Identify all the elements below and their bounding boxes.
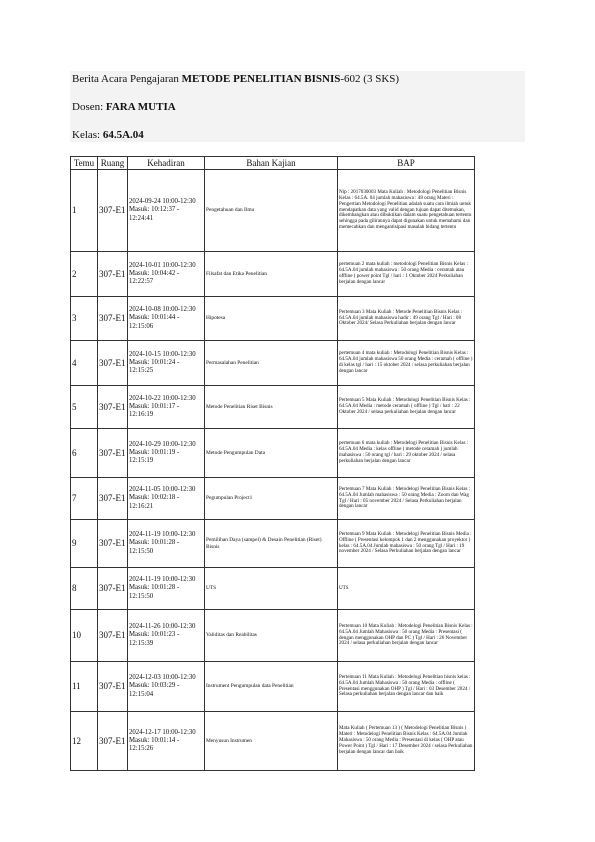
topic: Metode Pengumpulan Data xyxy=(205,429,338,478)
room: 307-E1 xyxy=(98,662,128,712)
table-row xyxy=(71,478,475,520)
attendance-cell xyxy=(128,429,205,478)
col-header-kehadiran: Kehadiran xyxy=(128,157,205,170)
topic: UTS xyxy=(205,568,338,610)
class-line xyxy=(72,128,144,142)
attendance-cell xyxy=(128,520,205,568)
check-in-time: Masuk: 10:12:37 - 12:24:41 xyxy=(129,206,180,222)
bap-note: Pertemuan 10 Mata Kuliah : Metodelogi Penelitian Bisnis Kelas : 64.5A.04 Jumlah Mahasiswa : 50 orang Media : Presentasi ( dengan menggunakan OHP dan PC ) Tgl / Hari : 26 November 2024 / selasa perkuliahan berjalan dengan lancar xyxy=(338,610,475,662)
col-header-temu: Temu xyxy=(71,157,98,170)
attendance-cell xyxy=(128,252,205,297)
room: 307-E1 xyxy=(98,170,128,252)
bap-note: Pertemuan 7 Mata Kuliah : Metodelogi Penelitian Bisnis Kelas : 64.5A.04 Jumlah mahasiswa : 50 orang Media : Zoom dan Wag Tgl / Hari : 05 november 2024 / Selasa Perkuliahan berjalan dengan lancar xyxy=(338,478,475,520)
col-header-ruang: Ruang xyxy=(98,157,128,170)
bap-note: Nip : 2017030003 Mata Kuliah : Metodologi Penelitian Bisnis Kelas : 64.5A. 04 jumlah mahasiswa : 48 orang Materi : Pengertian Metodologi Penelitian adalah suatu cara ilmiah untuk mendapatkan data yang valid dengan tujuan dapat ditemukan, dikembangkan atau dibuktikan dalam suatu pengetahuan tertentu sehingga pada gilirannya dapat digunakan untuk memahami dan memecahkan dan mengantisipasi masalah bidang tertentu xyxy=(338,170,475,252)
meeting-number: 4 xyxy=(71,341,98,386)
room: 307-E1 xyxy=(98,252,128,297)
schedule-time: 2024-11-19 10:00-12:30 xyxy=(129,531,196,539)
table-row xyxy=(71,662,475,712)
room: 307-E1 xyxy=(98,429,128,478)
table-row xyxy=(71,297,475,341)
schedule-time: 2024-10-29 10:00-12:30 xyxy=(129,440,196,448)
attendance-cell xyxy=(128,610,205,662)
attendance-cell xyxy=(128,386,205,429)
bap-note: Mata Kuliah ( Pertemuan 13 ) ( Metodelogi Penelitian Bisnis ) Materi : Metodelogi Penelitian Bisnis Kelas : 64.5A.04 Jumlah Mahasiswa : 50 orang Media : Presentasi di kelas ( OHP atau Power Point ) Tgl / Hari : 17 Desember 2024 / selasa Perkuliahan berjalan dengan lancar dan baik xyxy=(338,712,475,771)
course-title xyxy=(72,72,399,86)
check-in-time: Masuk: 10:04:42 - 12:22:57 xyxy=(129,269,180,286)
check-in-time: Masuk: 10:01:17 - 12:16:19 xyxy=(129,402,180,419)
schedule-time: 2024-12-03 10:00-12:30 xyxy=(129,674,196,682)
check-in-time: Masuk: 10:01:28 - 12:15:50 xyxy=(129,539,180,555)
attendance-cell xyxy=(128,662,205,712)
col-header-bahan-kajian: Bahan Kajian xyxy=(205,157,338,170)
topic: Menyusun Instrumen xyxy=(205,712,338,771)
lecturer-line xyxy=(72,100,176,114)
schedule-time: 2024-09-24 10:00-12:30 xyxy=(129,198,196,206)
meeting-number: 5 xyxy=(71,386,98,429)
meeting-number: 8 xyxy=(71,568,98,610)
topic: Pegumpulan Project1 xyxy=(205,478,338,520)
check-in-time: Masuk: 10:03:29 - 12:15:04 xyxy=(129,682,180,698)
attendance-cell xyxy=(128,568,205,610)
topic: Instrument Pengumpulan data Penelitian xyxy=(205,662,338,712)
table-row xyxy=(71,386,475,429)
room: 307-E1 xyxy=(98,341,128,386)
table-row xyxy=(71,170,475,252)
topic: Validitas dan Reabilitas xyxy=(205,610,338,662)
course-suffix: -602 (3 SKS) xyxy=(340,73,400,85)
table-row xyxy=(71,341,475,386)
schedule-time: 2024-10-15 10:00-12:30 xyxy=(129,350,196,358)
attendance-cell xyxy=(128,478,205,520)
attendance-cell xyxy=(128,297,205,341)
room: 307-E1 xyxy=(98,568,128,610)
topic: Hipotesa xyxy=(205,297,338,341)
schedule-time: 2024-10-01 10:00-12:30 xyxy=(129,261,196,269)
room: 307-E1 xyxy=(98,712,128,771)
check-in-time: Masuk: 10:01:19 - 12:15:19 xyxy=(129,448,180,465)
bap-table xyxy=(70,156,475,771)
check-in-time: Masuk: 10:01:24 - 12:15:25 xyxy=(129,358,180,375)
meeting-number: 1 xyxy=(71,170,98,252)
bap-note: pertemuan 6 mata kuliah : Metodelogi Penelitian Bisnis Kelas : 64.5A.04 Media : kelas offline ( metode ceramah ) jumlah mahasiswa : 50 orang tgl / hari : 29 oktober 2024 / selasa perkuliahan berjalan dengan lancar xyxy=(338,429,475,478)
room: 307-E1 xyxy=(98,610,128,662)
topic: Pemilihan Daya (sampel) & Desain Penelitian (Riset) Bisnis xyxy=(205,520,338,568)
attendance-cell xyxy=(128,712,205,771)
bap-note: Pertemuan 5 Mata Kuliah : Metodologi Penelitian Bisnis Kelas : 64.5A.04 Media : metode ceramah ( offline ) Tgl / hari : 22 Oktober 2024 / selasa perkuliahan berjalan dengan lancar xyxy=(338,386,475,429)
attendance-cell xyxy=(128,170,205,252)
check-in-time: Masuk: 10:01:14 - 12:15:26 xyxy=(129,736,180,753)
meeting-number: 9 xyxy=(71,520,98,568)
meeting-number: 6 xyxy=(71,429,98,478)
class-label: Kelas: xyxy=(72,129,103,141)
meeting-number: 12 xyxy=(71,712,98,771)
schedule-time: 2024-11-19 10:00-12:30 xyxy=(129,576,196,584)
table-row xyxy=(71,568,475,610)
course-prefix: Berita Acara Pengajaran xyxy=(72,73,182,85)
bap-note: Pertemuan 9 Mata Kuliah : Metodelogi Penelitian Bisnis Media : Offline ( Presentasi kelompok 1 dan 2 menggunakan proyektor ) kelas : 64.5A.04 Jumlah mahasiswa : 50 orang Tgl / Hari : 19 november 2024 / Selasa Perkuliahan berjalan dengan lancar xyxy=(338,520,475,568)
table-row xyxy=(71,520,475,568)
check-in-time: Masuk: 10:01:28 - 12:15:50 xyxy=(129,584,180,600)
topic: Permasalahan Penelitian xyxy=(205,341,338,386)
schedule-time: 2024-10-22 10:00-12:30 xyxy=(129,394,196,402)
bap-note: Pertemuan 3 Mata Kuliah : Metode Penelitian Bisnis Kelas : 64.5A.04 jumlah mahasiswa hadir : 49 orang Tgl / Hari : 08 Oktober 2024/ Selasa Perkuliahan berjalan dengan lancar xyxy=(338,297,475,341)
attendance-cell xyxy=(128,341,205,386)
table-header-row xyxy=(71,157,475,170)
table-row xyxy=(71,610,475,662)
table-row xyxy=(71,712,475,771)
check-in-time: Masuk: 10:01:44 - 12:15:06 xyxy=(129,314,180,330)
bap-note: pertemuan 4 mata kuliah : Metodologi Penelitian Bisnis Kelas : 64.5A.04 jumlah mahasiswa 50 orang Media : ceramah ( offline ) di kelas tgl / hari : 15 oktober 2024 / selasa perkuliahan berjalan dengan lancar xyxy=(338,341,475,386)
table-row xyxy=(71,429,475,478)
bap-note: pertemuan 2 mata kuliah : metodologi Penelitian Bisnis Kelas : 64.5A.04 jumlah mahasiswa : 50 orang Media : ceramah atau offline ( power point Tgl / hari : 1 Oktober 2024 Perkuliahan berjalan dengan lancar xyxy=(338,252,475,297)
topic: Filsafat dan Etika Penelitian xyxy=(205,252,338,297)
lecturer-label: Dosen: xyxy=(72,101,106,113)
meeting-number: 2 xyxy=(71,252,98,297)
bap-note: Pertemuan 11 Mata Kuliah : Metodelogi Penelitian bisnis kelas : 64.5A.04 Jumlah Mahasiswa : 50 orang Media : offline ( Presentasi menggunakan OHP ) Tgl / Hari : 03 Desember 2024 / Selasa perkuliahan berjalan dengan lancar dan baik xyxy=(338,662,475,712)
bap-note: UTS xyxy=(338,568,475,610)
room: 307-E1 xyxy=(98,297,128,341)
schedule-time: 2024-11-26 10:00-12:30 xyxy=(129,623,196,631)
lecturer-name: FARA MUTIA xyxy=(105,101,176,113)
meeting-number: 7 xyxy=(71,478,98,520)
course-name: METODE PENELITIAN BISNIS xyxy=(181,73,341,85)
table-row xyxy=(71,252,475,297)
meeting-number: 10 xyxy=(71,610,98,662)
schedule-time: 2024-12-17 10:00-12:30 xyxy=(129,728,196,736)
class-name: 64.5A.04 xyxy=(102,129,144,141)
topic: Metode Penelitian Riset Bisnis xyxy=(205,386,338,429)
check-in-time: Masuk: 10:02:18 - 12:16:21 xyxy=(129,494,180,510)
schedule-time: 2024-10-08 10:00-12:30 xyxy=(129,306,196,314)
room: 307-E1 xyxy=(98,520,128,568)
meeting-number: 11 xyxy=(71,662,98,712)
topic: Pengetahuan dan Ilmu xyxy=(205,170,338,252)
col-header-bap: BAP xyxy=(338,157,475,170)
room: 307-E1 xyxy=(98,386,128,429)
schedule-time: 2024-11-05 10:00-12:30 xyxy=(129,486,196,494)
room: 307-E1 xyxy=(98,478,128,520)
meeting-number: 3 xyxy=(71,297,98,341)
check-in-time: Masuk: 10:01:23 - 12:15:39 xyxy=(129,631,180,647)
